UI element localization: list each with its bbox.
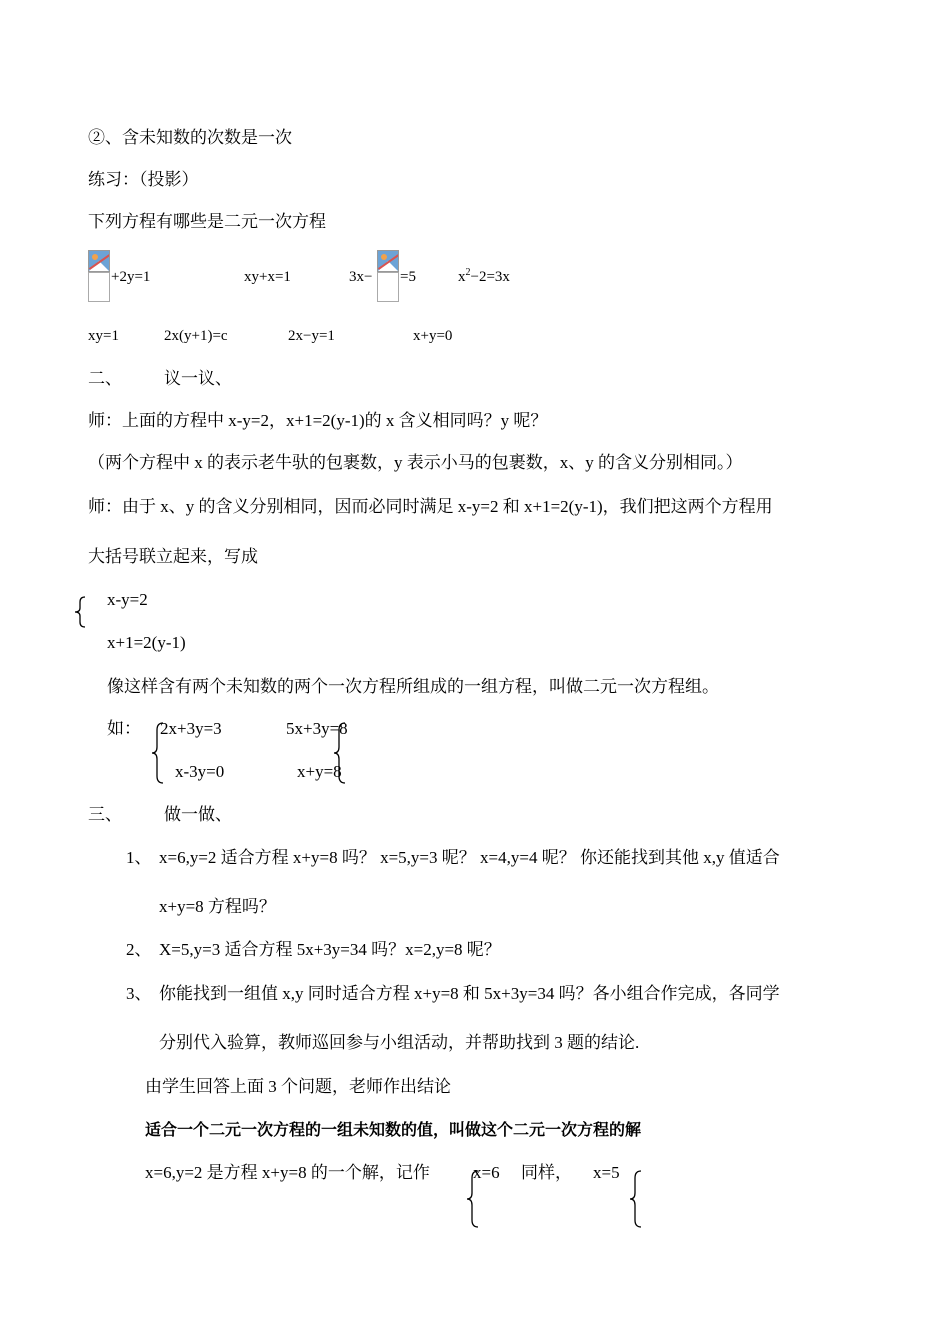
list-number: 3、 bbox=[126, 984, 152, 1003]
equation: x=5 bbox=[593, 1163, 620, 1182]
equation: 2x+3y=3 bbox=[160, 719, 222, 738]
equation: 3x− bbox=[349, 269, 373, 285]
section-number: 二、 bbox=[88, 369, 122, 388]
image-placeholder-box bbox=[88, 272, 110, 302]
definition-text: 像这样含有两个未知数的两个一次方程所组成的一组方程，叫做二元一次方程组。 bbox=[107, 677, 719, 696]
broken-image-icon bbox=[377, 250, 399, 272]
list-number: 2、 bbox=[126, 940, 152, 959]
equation: x+1=2(y-1) bbox=[107, 633, 186, 652]
equation: x+y=0 bbox=[413, 328, 453, 344]
equation: $x^2-2=3x$ bbox=[458, 267, 510, 285]
section-title: 做一做、 bbox=[164, 805, 232, 824]
definition-bold: 适合一个二元一次方程的一组未知数的值，叫做这个二元一次方程的解 bbox=[145, 1120, 642, 1139]
list-item-text: 分别代入验算，教师巡回参与小组活动，并帮助找到 3 题的结论. bbox=[159, 1033, 640, 1052]
equation: xy=1 bbox=[88, 328, 119, 344]
list-item-text: x+y=8 方程吗？ bbox=[159, 897, 276, 916]
text-line: 练习：（投影） bbox=[88, 170, 199, 189]
equation: 2x(y+1)=c bbox=[164, 328, 228, 344]
text-line: x=6,y=2 是方程 x+y=8 的一个解，记作 bbox=[145, 1163, 430, 1182]
equation: x=6 bbox=[473, 1163, 500, 1182]
equation: x+y=8 bbox=[297, 762, 342, 781]
section-title: 议一议、 bbox=[164, 369, 232, 388]
section-number: 三、 bbox=[88, 805, 122, 824]
equation: +2y=1 bbox=[111, 269, 151, 285]
left-brace bbox=[628, 1170, 644, 1228]
image-placeholder-box bbox=[377, 272, 399, 302]
text-line: 师：上面的方程中 x-y=2，x+1=2(y-1)的 x 含义相同吗？y 呢？ bbox=[88, 411, 548, 430]
equation: 2x−y=1 bbox=[288, 328, 335, 344]
left-brace bbox=[72, 596, 88, 628]
list-number: 1、 bbox=[126, 848, 152, 867]
equation: xy+x=1 bbox=[244, 269, 291, 285]
text-line: 师：由于 x、y 的含义分别相同，因而必同时满足 x-y=2 和 x+1=2(y-1)，我们把这两个方程用 bbox=[88, 497, 773, 516]
equation: =5 bbox=[400, 269, 416, 285]
example-label: 如： bbox=[107, 719, 141, 738]
text-line: （两个方程中 x 的表示老牛驮的包裹数，y 表示小马的包裹数，x、y 的含义分别相同。） bbox=[88, 453, 743, 472]
broken-image-icon bbox=[88, 250, 110, 272]
text-line: ②、含未知数的次数是一次 bbox=[88, 128, 292, 147]
list-item-text: x=6,y=2 适合方程 x+y=8 吗？ x=5,y=3 呢？ x=4,y=4 呢？ 你还能找到其他 x,y 值适合 bbox=[159, 848, 780, 867]
text-line: 下列方程有哪些是二元一次方程 bbox=[88, 212, 326, 231]
equation: 5x+3y=8 bbox=[286, 719, 348, 738]
text-line: 大括号联立起来，写成 bbox=[88, 547, 258, 566]
left-brace bbox=[332, 722, 348, 784]
text-line: 同样， bbox=[521, 1163, 572, 1182]
list-item-text: X=5,y=3 适合方程 5x+3y=34 吗？x=2,y=8 呢？ bbox=[159, 940, 501, 959]
list-item-text: 你能找到一组值 x,y 同时适合方程 x+y=8 和 5x+3y=34 吗？各小组合作完成，各同学 bbox=[159, 984, 780, 1003]
text-line: 由学生回答上面 3 个问题，老师作出结论 bbox=[145, 1077, 451, 1096]
equation: x-3y=0 bbox=[175, 762, 225, 781]
equation: x-y=2 bbox=[107, 590, 148, 609]
